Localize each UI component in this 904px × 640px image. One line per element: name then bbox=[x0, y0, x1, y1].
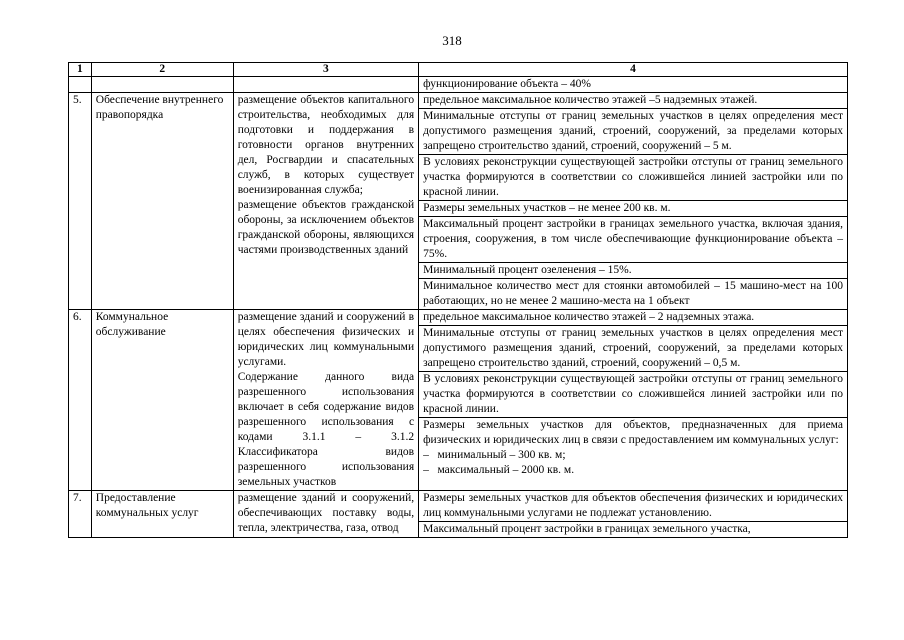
use-type-name: Обеспечение внутреннего правопорядка bbox=[91, 93, 233, 310]
parameter-paragraph: Минимальные отступы от границ земельных участков в целях определения мест допустимого размещения зданий, строений, сооружений, за пределами которых запрещено строительство зданий, строений, сооружений – 0,5 м. bbox=[423, 327, 843, 369]
parameter-paragraph: Минимальный процент озеленения – 15%. bbox=[423, 264, 632, 276]
parameter-paragraph: предельное максимальное количество этажей –5 надземных этажей. bbox=[423, 94, 758, 106]
parameter-paragraph: Минимальные отступы от границ земельных участков в целях определения мест допустимого размещения зданий, строений, сооружений, за пределами которых запрещено строительство зданий, строений, сооружений – 5 м. bbox=[423, 110, 843, 152]
row-number: 6. bbox=[69, 310, 92, 491]
header-col-3: 3 bbox=[233, 63, 418, 77]
parameter-paragraph: Размеры земельных участков для объектов, предназначенных для приема физических и юридических лиц в связи с предоставлением им коммунальных услуг: bbox=[423, 419, 843, 446]
parameter-paragraph: Размеры земельных участков – не менее 200 кв. м. bbox=[423, 202, 671, 214]
header-col-4: 4 bbox=[419, 63, 848, 77]
parameter-paragraph: Максимальный процент застройки в границах земельного участка, включая здания, строения, сооружения, в том числе обеспечивающие функционирование объекта – 75%. bbox=[423, 218, 843, 260]
use-type-parameters bbox=[419, 93, 848, 310]
row-number: 5. bbox=[69, 93, 92, 310]
bullet-item: – максимальный – 2000 кв. м. bbox=[423, 464, 575, 476]
parameter-paragraph: Размеры земельных участков для объектов обеспечения физических и юридических лиц коммунальными услугами не подлежат установлению. bbox=[423, 492, 843, 519]
table-row bbox=[69, 310, 848, 491]
zoning-table bbox=[68, 62, 848, 538]
table-header-row bbox=[69, 63, 848, 77]
use-type-description bbox=[233, 93, 418, 310]
parameter-paragraph: Минимальное количество мест для стоянки автомобилей – 15 машино-мест на 100 работающих, но не менее 2 машино-места на 1 объект bbox=[423, 280, 843, 307]
header-col-1: 1 bbox=[69, 63, 92, 77]
description-paragraph: размещение зданий и сооружений в целях обеспечения физических и юридических лиц коммунальными услугами. bbox=[237, 311, 415, 368]
use-type-description bbox=[233, 491, 418, 538]
row-number: 7. bbox=[69, 491, 92, 538]
description-paragraph: размещение зданий и сооружений, обеспечивающих поставку воды, тепла, электричества, газа, отвод bbox=[237, 492, 415, 534]
header-col-2: 2 bbox=[91, 63, 233, 77]
table-row bbox=[69, 491, 848, 538]
use-type-name: Коммунальное обслуживание bbox=[91, 310, 233, 491]
description-paragraph: Содержание данного вида разрешенного использования включает в себя содержание видов разрешенного использования с кодами 3.1.1 – 3.1.2 Классификатора видов разрешенного использования земельных участков bbox=[237, 371, 415, 488]
continuation-text: функционирование объекта – 40% bbox=[419, 77, 848, 93]
description-paragraph: размещение объектов капитального строительства, необходимых для подготовки и поддержания в готовности органов внутренних дел, Росгвардии и спасательных служб, в которых существует военизированная служба; bbox=[237, 94, 415, 196]
parameter-paragraph: Максимальный процент застройки в границах земельного участка, bbox=[423, 523, 751, 535]
parameter-paragraph: В условиях реконструкции существующей застройки отступы от границ земельного участка формируются в соответствии со сложившейся линией застройки или по красной линии. bbox=[423, 156, 843, 198]
parameter-paragraph: В условиях реконструкции существующей застройки отступы от границ земельного участка формируются в соответствии со сложившейся линией застройки или по красной линии. bbox=[423, 373, 843, 415]
use-type-description bbox=[233, 310, 418, 491]
use-type-parameters bbox=[419, 491, 848, 538]
table-row-continuation bbox=[69, 77, 848, 93]
table-row bbox=[69, 93, 848, 310]
description-paragraph: размещение объектов гражданской обороны, за исключением объектов гражданской обороны, являющихся частями производственных зданий bbox=[237, 199, 415, 256]
page-number: 318 bbox=[442, 33, 462, 48]
bullet-item: – минимальный – 300 кв. м; bbox=[423, 449, 566, 461]
parameter-paragraph: предельное максимальное количество этажей – 2 надземных этажа. bbox=[423, 311, 755, 323]
use-type-name: Предоставление коммунальных услуг bbox=[91, 491, 233, 538]
use-type-parameters bbox=[419, 310, 848, 491]
